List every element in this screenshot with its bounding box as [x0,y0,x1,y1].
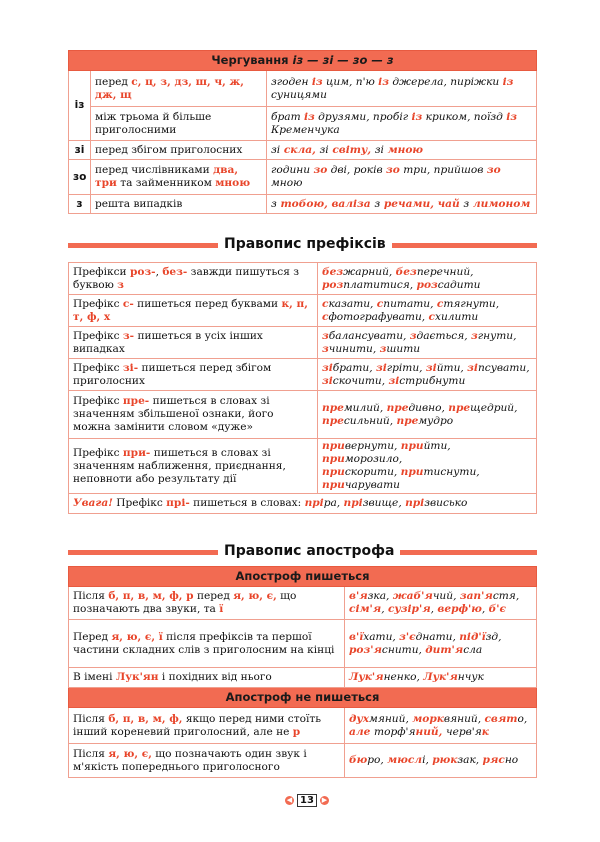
apostrophe-row [69,587,537,620]
prev-arrow-icon: ◀ [286,796,293,804]
prefix-rule: Префікс пре- пишеться в словах зі значенням збільшеної ознаки, його можна замінити словом «дуже» [69,391,318,439]
page-number [285,794,329,807]
prefix-examples: безжарний, безперечний, розплатитися, розсадити [318,263,537,295]
prefix-note: Увага! Префікс прі- пишеться в словах: пріра, прізвище, прізвисько [69,494,537,514]
apostrophe-row [69,668,537,688]
prefix-examples: зібрати, зігріти, зійти, зіпсувати, зіскочити, зістрибнути [318,359,537,391]
alternation-title: Чергування із — зі — зо — з [69,51,537,71]
apostrophe-rule: Після б, п, в, м, ф, р перед я, ю, є, що позначають два звуки, та ї [69,587,345,620]
prefix-examples: привернути, прийти, приморозило, прискорити, притиснути, причарувати [318,439,537,494]
apostrophe-examples: в'язка, жаб'ячий, зап'ястя, сім'я, сузір'я, верф'ю, б'є [345,587,537,620]
prefix-rule: Префікс зі- пишеться перед збігом приголосних [69,359,318,391]
rule-z: решта випадків [91,195,267,214]
example-iz-1: згоден із цим, п'ю із джерела, пиріжки із суницями [267,71,537,107]
apostrophe-rule: Перед я, ю, є, ї після префіксів та першої частини складних слів з приголосним на кінці [69,620,345,668]
rule-zi: перед збігом приголосних [91,141,267,160]
apostrophe-row [69,744,537,778]
label-zo: зо [69,160,91,195]
apostrophe-section-heading [68,543,537,561]
prefix-rule: Префікс с- пишеться перед буквами к, п, т, ф, х [69,295,318,327]
apostrophe-examples: в'їхати, з'єднати, під'їзд, роз'яснити, дит'ясла [345,620,537,668]
prefix-row [69,263,537,295]
apostrophe-section-title: Правопис апострофа [218,543,400,559]
label-z: з [69,195,91,214]
label-iz: із [69,71,91,141]
apostrophe-rule: Після я, ю, є, що позначають один звук і м'якість попереднього приголосного [69,744,345,778]
prefix-examples: збалансувати, здається, згнути, зчинити, зшити [318,327,537,359]
apostrophe-examples: бюро, мюслі, рюкзак, рясно [345,744,537,778]
example-zi: зі скла, зі світу, зі мною [267,141,537,160]
rule-iz-2: між трьома й більше приголосними [91,107,267,141]
apostrophe-examples: Лук'яненко, Лук'янчук [345,668,537,688]
prefix-section-title: Правопис префіксів [218,236,392,252]
example-iz-2: брат із друзями, пробіг із криком, поїзд із Кременчука [267,107,537,141]
apostrophe-subheader: Апостроф пишеться [69,567,537,587]
apostrophe-table [68,566,537,778]
alternation-table [68,50,537,214]
apostrophe-rule: В імені Лук'ян і похідних від нього [69,668,345,688]
example-z: з тобою, валіза з речами, чай з лимоном [267,195,537,214]
prefix-row [69,359,537,391]
prefix-rule: Префікс з- пишеться в усіх інших випадках [69,327,318,359]
page-number-value: 13 [297,794,317,807]
prefix-rule: Префікси роз-, без- завжди пишуться з буквою з [69,263,318,295]
prefix-section-heading [68,236,537,254]
prefix-row [69,439,537,494]
next-arrow-icon: ▶ [321,796,328,804]
prefix-table [68,262,537,514]
apostrophe-rule: Після б, п, в, м, ф, якщо перед ними стоїть інший кореневий приголосний, але не р [69,708,345,744]
label-zi: зі [69,141,91,160]
apostrophe-row [69,708,537,744]
prefix-row [69,295,537,327]
example-zo: години зо дві, років зо три, прийшов зо мною [267,160,537,195]
apostrophe-subheader: Апостроф не пишеться [69,688,537,708]
apostrophe-examples: духмяний, морквяний, свято, але торф'яний, черв'як [345,708,537,744]
prefix-examples: сказати, спитати, стягнути, сфотографувати, схилити [318,295,537,327]
prefix-row [69,327,537,359]
rule-zo: перед числівниками два, три та займенником мною [91,160,267,195]
prefix-row [69,391,537,439]
rule-iz-1: перед с, ц, з, дз, ш, ч, ж, дж, щ [91,71,267,107]
prefix-examples: премилий, предивно, прещедрий, пресильний, премудро [318,391,537,439]
apostrophe-row [69,620,537,668]
prefix-rule: Префікс при- пишеться в словах зі значенням наближення, приєднання, неповноти або результату дії [69,439,318,494]
